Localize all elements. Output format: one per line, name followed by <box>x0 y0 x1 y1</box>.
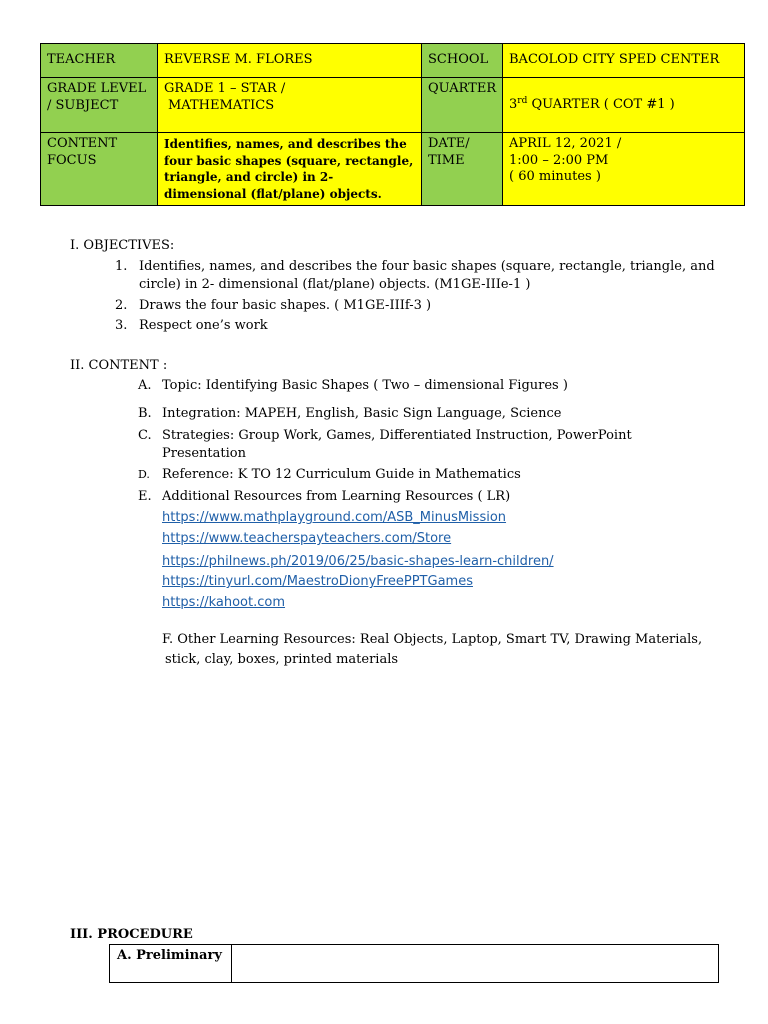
objective-item-3 <box>115 317 268 335</box>
item-text: Topic: Identifying Basic Shapes ( Two – dimensional Figures ) <box>162 378 568 393</box>
item-text: Strategies: Group Work, Games, Differentiated Instruction, PowerPoint <box>162 428 632 443</box>
item-letter: C. <box>138 428 152 443</box>
resource-link-philnews[interactable]: https://philnews.ph/2019/06/25/basic-shapes-learn-children/ <box>162 554 554 569</box>
item-letter: A. <box>138 378 152 393</box>
grade-label: GRADE LEVEL / SUBJECT <box>41 78 158 133</box>
objective-item-1 <box>115 258 715 276</box>
content-row <box>41 133 745 206</box>
item-letter: E. <box>138 489 152 504</box>
school-label: SCHOOL <box>422 44 503 78</box>
quarter-num: 3 <box>509 96 518 112</box>
content-integration <box>138 405 561 423</box>
procedure-table <box>109 944 719 983</box>
item-text: Reference: K TO 12 Curriculum Guide in Mathematics <box>162 467 521 482</box>
procedure-row-label: A. Preliminary <box>110 945 232 983</box>
content-focus-value: Identifies, names, and describes the four basic shapes (square, rectangle, triangle, and circle) in 2- dimensional (flat/plane) objects. <box>158 133 422 206</box>
objective-item-1-cont: circle) in 2- dimensional (flat/plane) objects. (M1GE-IIIe-1 ) <box>139 277 531 292</box>
resource-link-kahoot[interactable]: https://kahoot.com <box>162 595 286 610</box>
lesson-info-table <box>40 43 745 206</box>
date-line3: ( 60 minutes ) <box>509 169 601 184</box>
resource-link-mathplayground[interactable]: https://www.mathplayground.com/ASB_MinusMission <box>162 510 507 525</box>
content-reference <box>138 466 521 484</box>
resource-link-teacherspayteachers[interactable]: https://www.teacherspayteachers.com/Store <box>162 531 452 546</box>
content-strategies <box>138 427 632 445</box>
procedure-row-value[interactable] <box>232 945 719 983</box>
grade-value-line2: MATHEMATICS <box>168 97 275 113</box>
item-letter: B. <box>138 406 152 421</box>
other-resources: F. Other Learning Resources: Real Objects, Laptop, Smart TV, Drawing Materials, <box>162 632 703 647</box>
date-line1: APRIL 12, 2021 / <box>509 136 622 151</box>
content-focus-label: CONTENT FOCUS <box>41 133 158 206</box>
item-text: Integration: MAPEH, English, Basic Sign Language, Science <box>162 406 562 421</box>
objective-text: Respect one’s work <box>139 318 268 333</box>
teacher-label: TEACHER <box>41 44 158 78</box>
teacher-row <box>41 44 745 78</box>
content-topic <box>138 377 568 395</box>
objective-text: Identifies, names, and describes the four basic shapes (square, rectangle, triangle, and <box>139 259 715 274</box>
item-letter: D. <box>138 468 150 481</box>
content-strategies-cont: Presentation <box>162 446 246 461</box>
quarter-label: QUARTER <box>422 78 503 133</box>
objectives-heading: I. OBJECTIVES: <box>70 238 175 253</box>
objective-num: 2. <box>115 298 128 313</box>
school-value: BACOLOD CITY SPED CENTER <box>503 44 745 78</box>
grade-row <box>41 78 745 133</box>
procedure-heading: III. PROCEDURE <box>70 927 193 942</box>
quarter-sup: rd <box>517 95 528 106</box>
content-heading: II. CONTENT : <box>70 358 168 373</box>
grade-value-line1: GRADE 1 – STAR / <box>164 81 286 96</box>
date-label: DATE/ TIME <box>422 133 503 206</box>
date-value <box>503 133 745 206</box>
objective-num: 3. <box>115 318 128 333</box>
quarter-value <box>503 78 745 133</box>
item-text: Additional Resources from Learning Resources ( LR) <box>162 489 511 504</box>
grade-value <box>158 78 422 133</box>
teacher-value: REVERSE M. FLORES <box>158 44 422 78</box>
procedure-row <box>110 945 719 983</box>
objective-text: Draws the four basic shapes. ( M1GE-IIIf-3 ) <box>139 298 432 313</box>
content-additional <box>138 488 510 506</box>
date-line2: 1:00 – 2:00 PM <box>509 152 609 168</box>
objective-item-2 <box>115 297 431 315</box>
resource-link-tinyurl[interactable]: https://tinyurl.com/MaestroDionyFreePPTGames <box>162 574 473 589</box>
other-resources-cont: stick, clay, boxes, printed materials <box>165 652 399 667</box>
objective-num: 1. <box>115 259 128 274</box>
quarter-rest: QUARTER ( COT #1 ) <box>527 96 675 112</box>
